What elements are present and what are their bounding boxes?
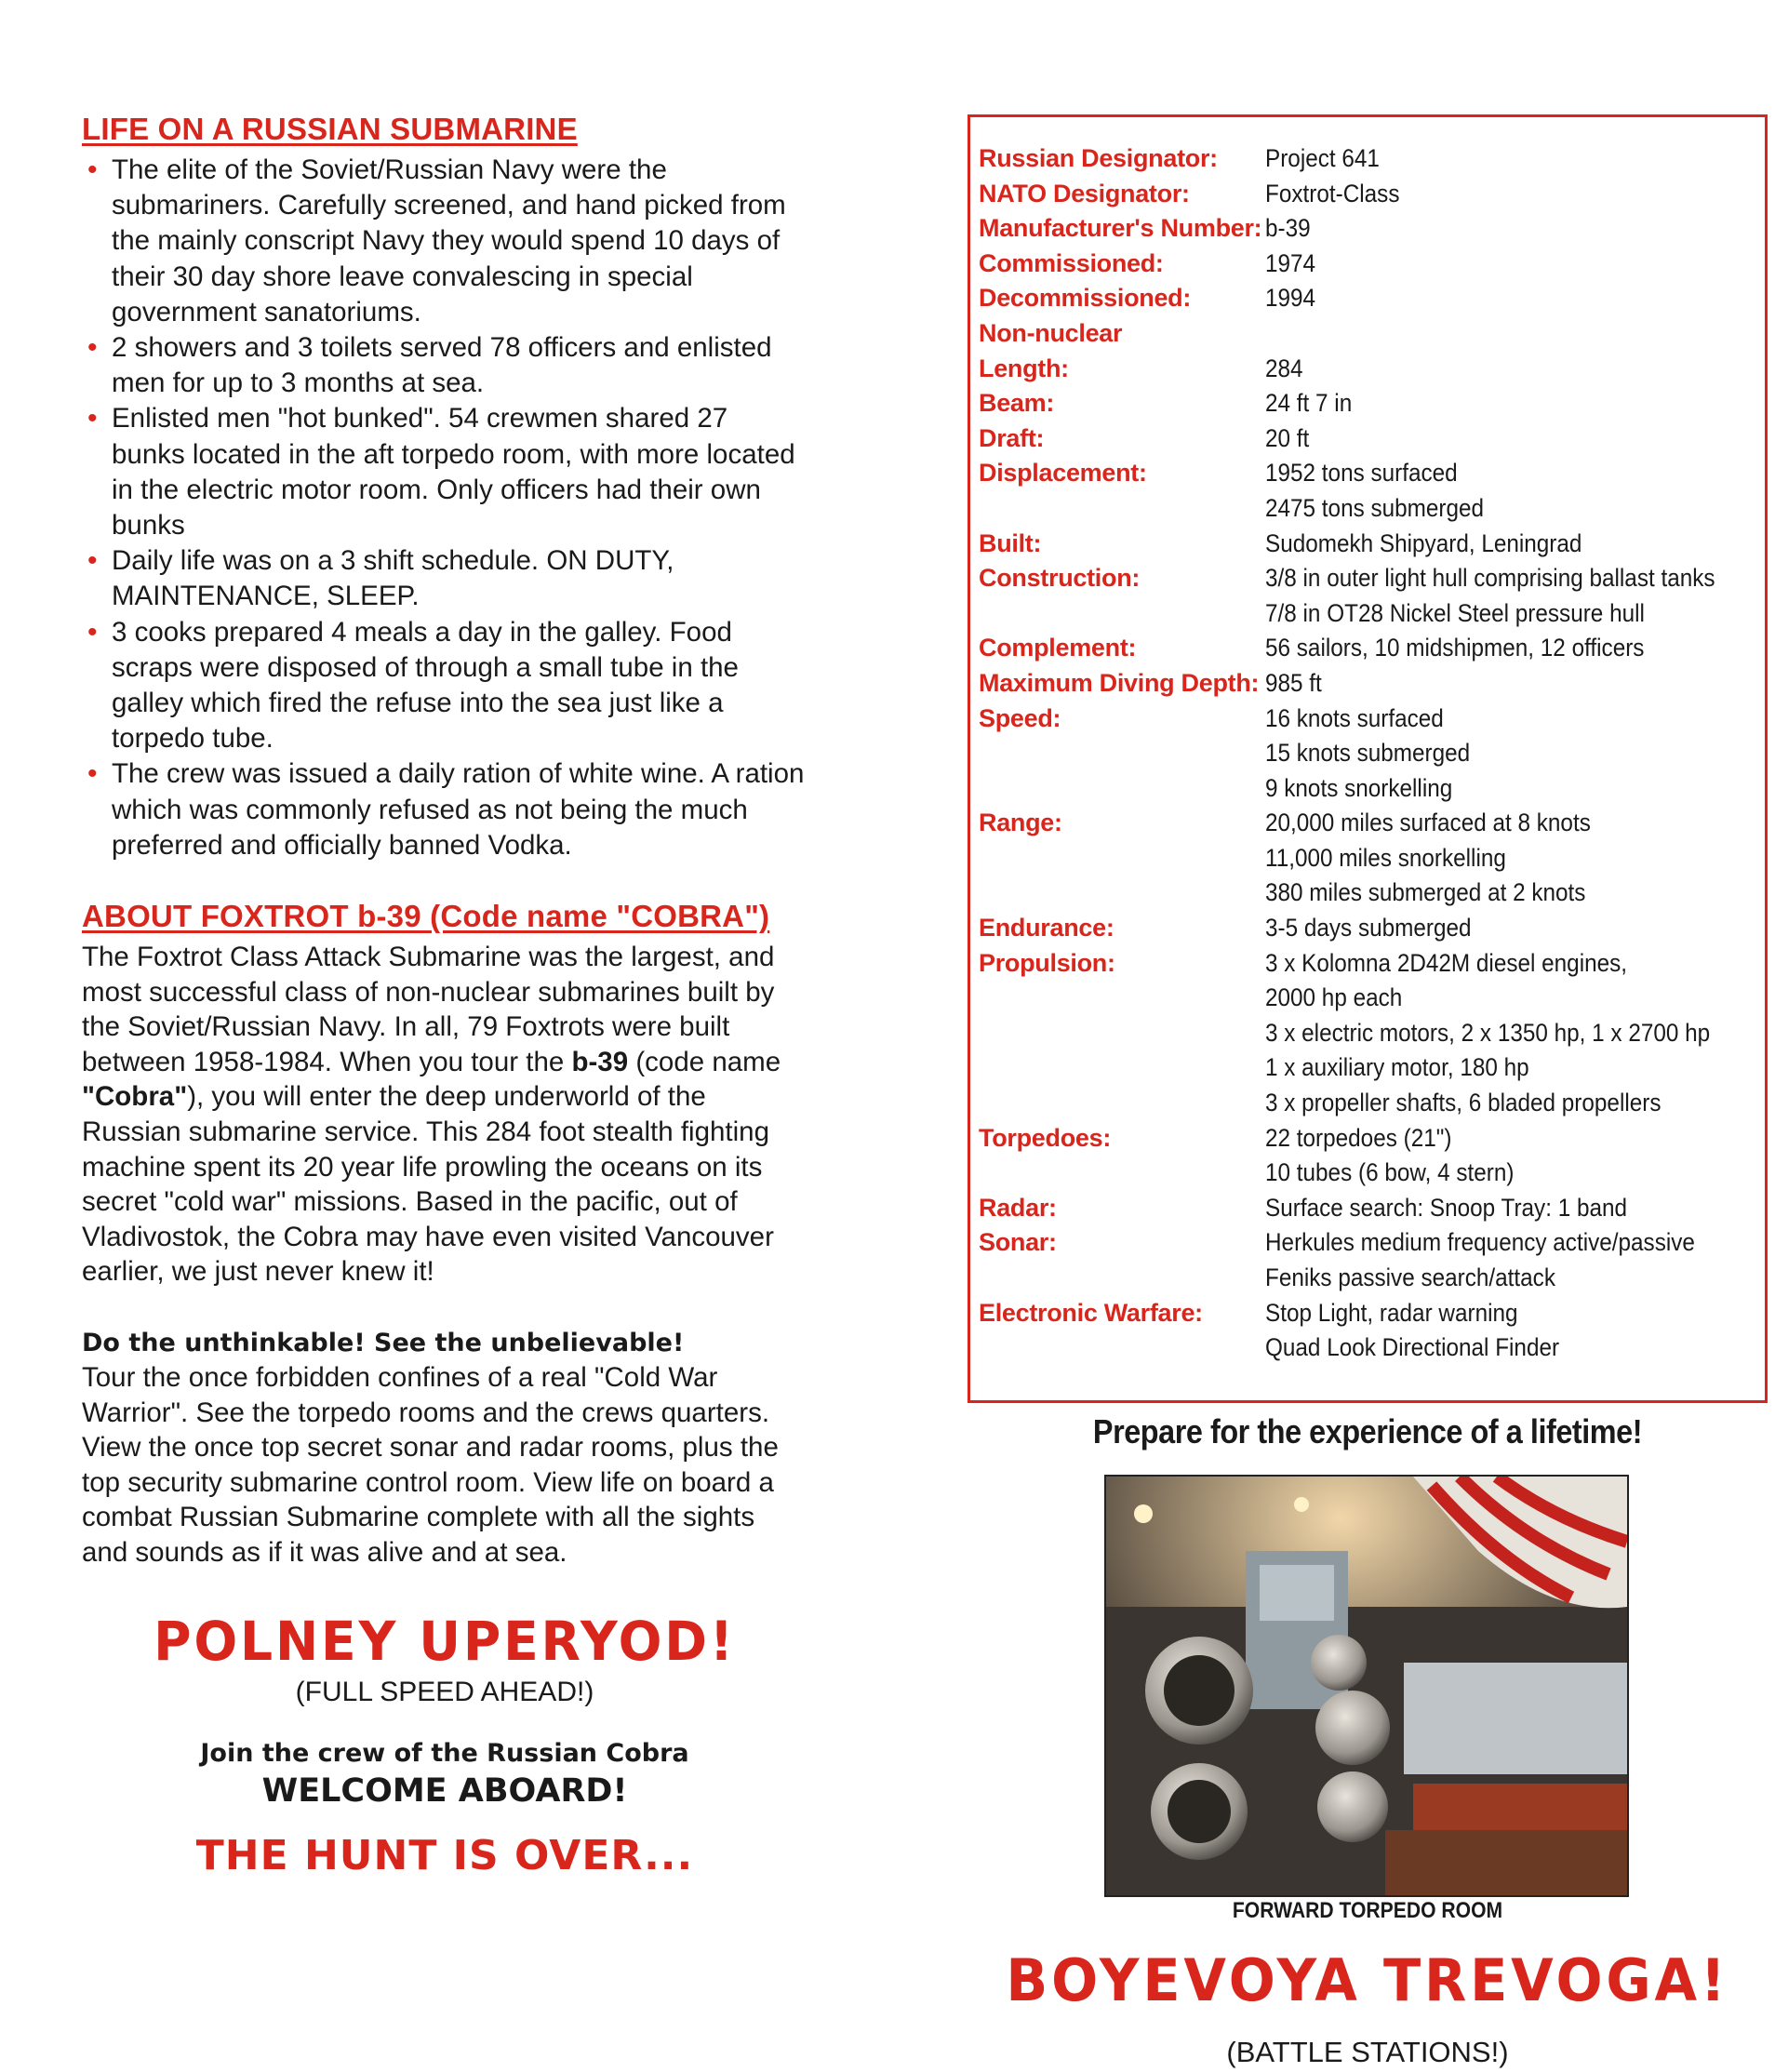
spec-value: Stop Light, radar warning <box>1264 1298 1518 1327</box>
spec-label: Maximum Diving Depth: <box>979 668 1260 697</box>
life-bullet: • 2 showers and 3 toilets served 78 officers and enlisted men for up to 3 months at sea. <box>82 330 807 401</box>
spec-label: Endurance: <box>979 914 1114 942</box>
spec-table <box>979 141 1765 1366</box>
spec-row <box>979 1050 1765 1086</box>
spec-value: 1994 <box>1264 284 1315 313</box>
spec-row <box>979 911 1765 946</box>
torpedo-room-photo <box>1104 1475 1629 1897</box>
spec-value: 15 knots submerged <box>1264 739 1470 768</box>
spec-value: 1974 <box>1264 248 1315 277</box>
polney-slogan: POLNEY UPERYOD! <box>153 1609 736 1673</box>
spec-value: 3/8 in outer light hull comprising ballast tanks <box>1264 564 1715 593</box>
welcome-aboard: WELCOME ABOARD! <box>261 1772 628 1811</box>
spec-value: Herkules medium frequency active/passive <box>1264 1228 1695 1257</box>
spec-label <box>979 1261 1265 1296</box>
spec-row <box>979 1330 1765 1366</box>
spec-value: 3 x propeller shafts, 6 bladed propellers <box>1264 1089 1662 1117</box>
life-heading: LIFE ON A RUSSIAN SUBMARINE <box>82 112 578 146</box>
tour-paragraph: Tour the once forbidden confines of a real "Cold War Warrior". See the torpedo rooms and the crews quarters. View the once top secret sonar and radar rooms, plus the top security submarine control room. View life on board a combat Russian Submarine complete with all the sights and sounds as if it was alive and at sea. <box>82 1362 779 1568</box>
spec-row <box>979 211 1765 247</box>
polney-translation: (FULL SPEED AHEAD!) <box>295 1676 594 1707</box>
hunt-over: THE HUNT IS OVER... <box>195 1832 694 1880</box>
spec-label: Speed: <box>979 703 1061 732</box>
photo-caption: FORWARD TORPEDO ROOM <box>1232 1898 1503 1923</box>
spec-value: 24 ft 7 in <box>1264 389 1352 418</box>
boyevoya-translation: (BATTLE STATIONS!) <box>1226 2036 1509 2068</box>
spec-value: 3-5 days submerged <box>1264 914 1472 942</box>
prepare-heading: Prepare for the experience of a lifetime! <box>1092 1412 1643 1450</box>
spec-label: Beam: <box>979 389 1055 418</box>
spec-label <box>979 841 1265 876</box>
boyevoya-slogan: BOYEVOYA TREVOGA! <box>1006 1946 1729 2014</box>
spec-row <box>979 1086 1765 1121</box>
spec-value: 16 knots surfaced <box>1264 703 1444 732</box>
spec-label <box>979 876 1265 911</box>
spec-label: Decommissioned: <box>979 284 1192 313</box>
spec-value: 2000 hp each <box>1264 983 1402 1012</box>
spec-value: 1 x auxiliary motor, 180 hp <box>1264 1053 1529 1082</box>
spec-label <box>979 1330 1265 1366</box>
spec-row <box>979 386 1765 421</box>
spec-row <box>979 702 1765 737</box>
spec-value: 3 x electric motors, 2 x 1350 hp, 1 x 2700 hp <box>1264 1018 1710 1047</box>
battle-stations-wrap <box>968 2036 1768 2069</box>
about-cobra: "Cobra" <box>82 1081 188 1113</box>
spec-row <box>979 631 1765 666</box>
spec-row <box>979 666 1765 702</box>
spec-label <box>979 981 1265 1016</box>
spec-label <box>979 596 1265 632</box>
spec-label <box>979 1156 1265 1191</box>
spec-row <box>979 1121 1765 1156</box>
spec-value: 7/8 in OT28 Nickel Steel pressure hull <box>1264 598 1645 627</box>
spec-label: Russian Designator: <box>979 144 1218 172</box>
life-bullet: • Enlisted men "hot bunked". 54 crewmen shared 27 bunks located in the aft torpedo room, with more located in the electric motor room. Only officers had their own bunks <box>82 401 807 543</box>
spec-value: 380 miles submerged at 2 knots <box>1264 878 1586 907</box>
spec-row <box>979 841 1765 876</box>
spec-row <box>979 247 1765 282</box>
spec-label: Manufacturer's Number: <box>979 214 1262 243</box>
spec-row <box>979 1225 1765 1261</box>
spec-value: Sudomekh Shipyard, Leningrad <box>1264 528 1582 557</box>
about-text-2: (code name <box>635 1046 781 1077</box>
spec-row <box>979 736 1765 771</box>
about-text-1: The Foxtrot Class Attack Submarine was the largest, and most successful class of non-nuclear submarines built by the Soviet/Russian Navy. In all, 79 Foxtrots were built between 1958-1984. When you tour the <box>82 942 775 1077</box>
spec-row <box>979 561 1765 596</box>
left-column <box>82 112 807 1879</box>
spec-row <box>979 1156 1765 1191</box>
spec-label: Construction: <box>979 564 1141 593</box>
spec-value: 9 knots snorkelling <box>1264 773 1452 802</box>
spec-value: 10 tubes (6 bow, 4 stern) <box>1264 1158 1515 1187</box>
spec-value: Quad Look Directional Finder <box>1264 1333 1559 1362</box>
spec-label: Radar: <box>979 1193 1057 1222</box>
spec-row <box>979 1296 1765 1331</box>
spec-value: Surface search: Snoop Tray: 1 band <box>1264 1193 1627 1222</box>
spec-value: 284 <box>1264 354 1303 382</box>
about-heading: ABOUT FOXTROT b-39 (Code name "COBRA") <box>82 899 770 934</box>
spec-value: 1952 tons surfaced <box>1264 459 1458 488</box>
spec-label: Range: <box>979 809 1062 837</box>
spec-label: Non-nuclear <box>979 318 1123 347</box>
spec-label: Length: <box>979 354 1069 382</box>
spec-value: Foxtrot-Class <box>1264 179 1400 207</box>
spec-label: Electronic Warfare: <box>979 1298 1203 1327</box>
spec-row <box>979 527 1765 562</box>
spec-row <box>979 596 1765 632</box>
about-text-3: ), you will enter the deep underworld of the Russian submarine service. This 284 foot stealth fighting machine spent its 20 year life prowling the oceans on its secret "cold war" missions. Based in the pacific, out of Vladivostok, the Cobra may have even visited Vancouver earlier, we just never knew it! <box>82 1081 774 1288</box>
spec-label <box>979 736 1265 771</box>
spec-value: 20 ft <box>1264 423 1309 452</box>
spec-label <box>979 1050 1265 1086</box>
spec-label: Complement: <box>979 634 1137 662</box>
spec-row <box>979 141 1765 177</box>
spec-row <box>979 421 1765 457</box>
join-crew-text: Join the crew of the Russian Cobra <box>200 1739 689 1769</box>
tour-lead: Do the unthinkable! See the unbelievable! <box>82 1329 685 1357</box>
spec-row <box>979 316 1765 352</box>
spec-row <box>979 1191 1765 1226</box>
spec-value: 11,000 miles snorkelling <box>1264 843 1506 872</box>
spec-row <box>979 946 1765 982</box>
spec-value: 985 ft <box>1264 668 1322 697</box>
life-bullet: • 3 cooks prepared 4 meals a day in the galley. Food scraps were disposed of through a small tube in the galley which fired the refuse into the sea just like a torpedo tube. <box>82 615 807 757</box>
spec-value: 56 sailors, 10 midshipmen, 12 officers <box>1264 634 1645 662</box>
spec-row <box>979 491 1765 527</box>
boyevoya-wrap <box>968 1946 1768 2014</box>
spec-value: 20,000 miles surfaced at 8 knots <box>1264 809 1591 837</box>
spec-row <box>979 352 1765 387</box>
spec-value <box>1265 316 1715 352</box>
spec-label <box>979 1086 1265 1121</box>
spec-label <box>979 491 1265 527</box>
spec-row <box>979 456 1765 491</box>
spec-label: Built: <box>979 528 1042 557</box>
life-bullet-list <box>82 153 807 863</box>
spec-row <box>979 771 1765 807</box>
spec-label: NATO Designator: <box>979 179 1190 207</box>
spec-row <box>979 876 1765 911</box>
spec-label: Commissioned: <box>979 248 1164 277</box>
spec-row <box>979 177 1765 212</box>
about-b39: b-39 <box>571 1046 629 1077</box>
spec-label: Torpedoes: <box>979 1123 1112 1152</box>
spec-label: Propulsion: <box>979 948 1115 977</box>
spec-label <box>979 771 1265 807</box>
life-bullet: • The elite of the Soviet/Russian Navy were the submariners. Carefully screened, and hand picked from the mainly conscript Navy they would spend 10 days of their 30 day shore leave convalescing in special government sanatoriums. <box>82 153 807 330</box>
spec-value: 22 torpedoes (21") <box>1264 1123 1452 1152</box>
spec-value: b-39 <box>1264 214 1311 243</box>
caption-wrap <box>968 1898 1768 1924</box>
spec-value: 3 x Kolomna 2D42M diesel engines, <box>1264 948 1627 977</box>
spec-label: Draft: <box>979 423 1045 452</box>
spec-value: 2475 tons submerged <box>1264 493 1484 522</box>
life-bullet: • Daily life was on a 3 shift schedule. ON DUTY, MAINTENANCE, SLEEP. <box>82 543 807 614</box>
spec-row <box>979 1016 1765 1051</box>
about-paragraph <box>82 940 807 1290</box>
spec-label: Displacement: <box>979 459 1147 488</box>
spec-label <box>979 1016 1265 1051</box>
spec-row <box>979 806 1765 841</box>
spec-value: Project 641 <box>1264 144 1380 172</box>
life-bullet: • The crew was issued a daily ration of white wine. A ration which was commonly refused as not being the much preferred and officially banned Vodka. <box>82 756 807 863</box>
spec-label: Sonar: <box>979 1228 1057 1257</box>
torpedo-room-illustration <box>1106 1477 1627 1895</box>
spec-row <box>979 981 1765 1016</box>
spec-row <box>979 1261 1765 1296</box>
prepare-heading-wrap <box>968 1412 1768 1451</box>
spec-row <box>979 281 1765 316</box>
spec-value: Feniks passive search/attack <box>1264 1263 1555 1291</box>
spec-box <box>968 114 1768 1403</box>
